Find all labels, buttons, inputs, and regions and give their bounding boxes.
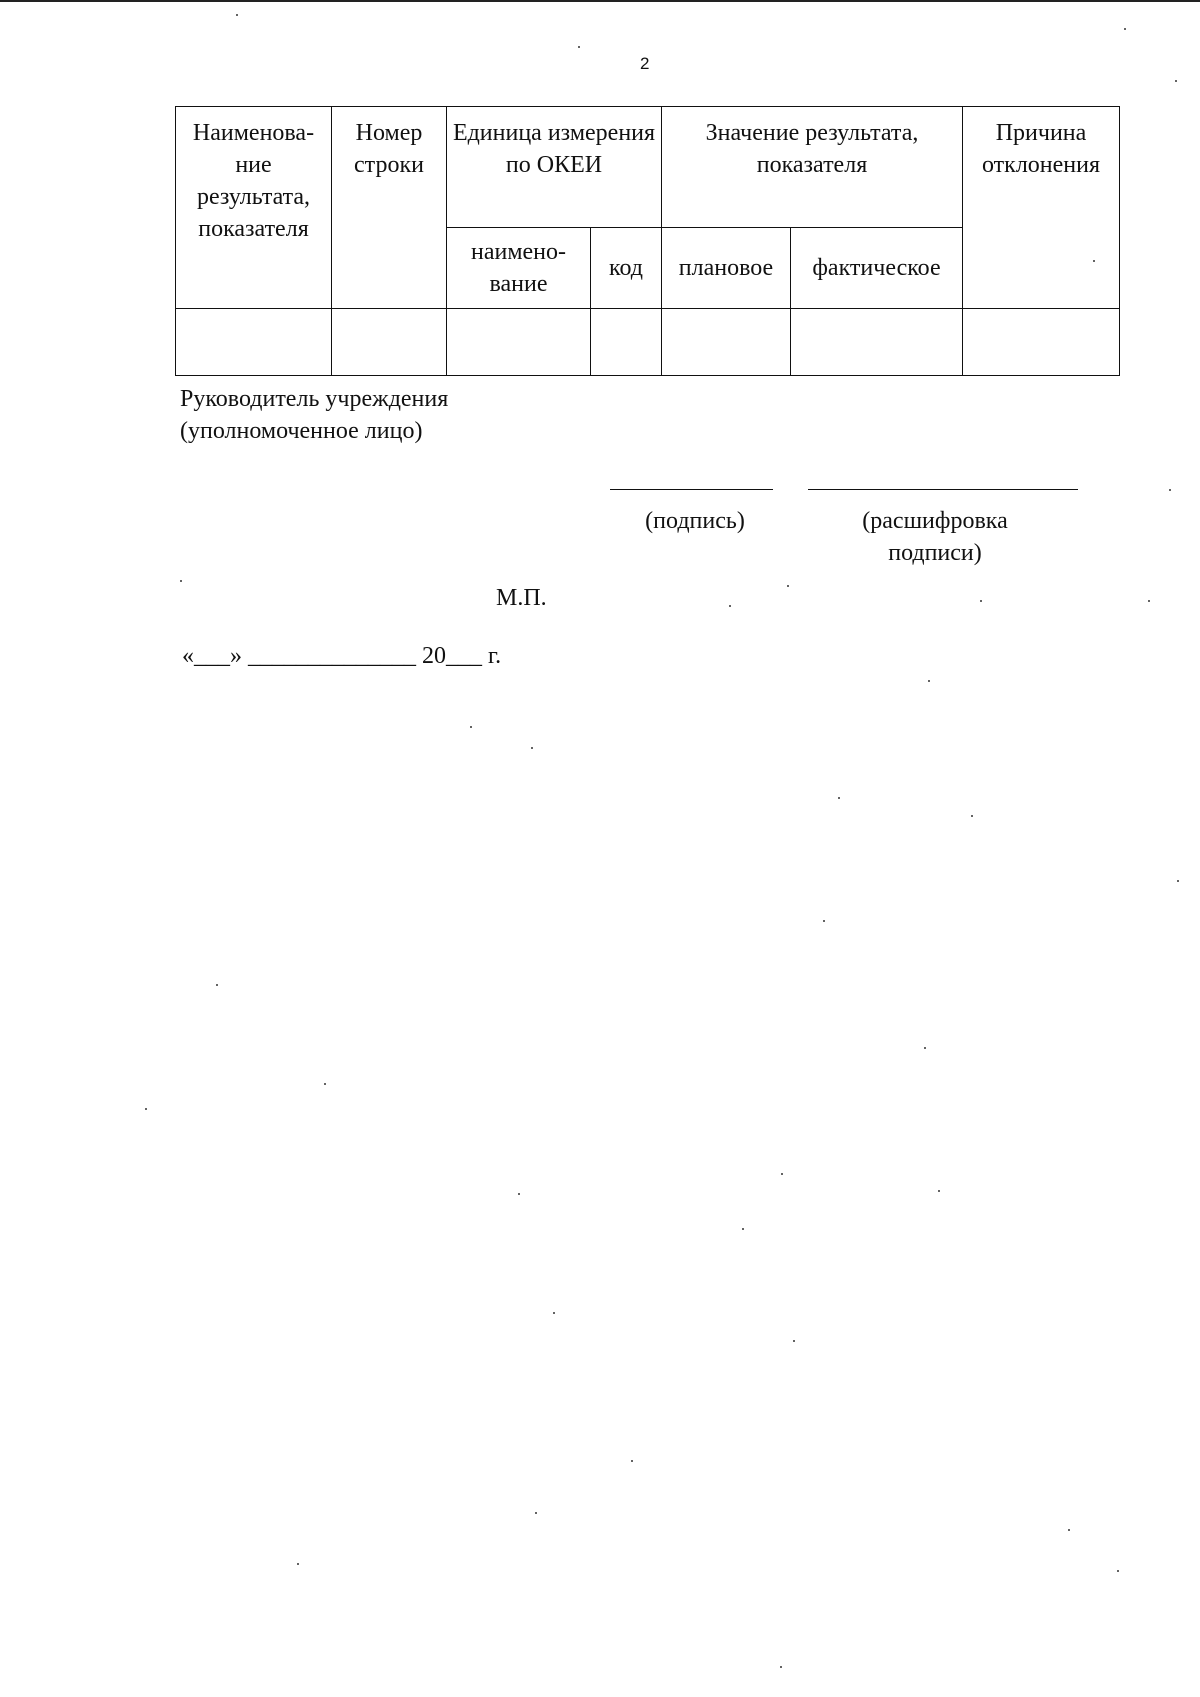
header-planned: плановое [662, 228, 791, 309]
table-cell-empty [963, 309, 1120, 376]
stamp-place: М.П. [496, 585, 547, 611]
report-table [175, 106, 1120, 376]
table-cell-empty [447, 309, 591, 376]
header-actual: фактическое [791, 228, 963, 309]
signature-line [610, 489, 773, 490]
table-cell-empty [791, 309, 963, 376]
table-cell-empty [332, 309, 447, 376]
page-number: 2 [640, 54, 650, 73]
header-unit-group: Единица измерения по ОКЕИ [447, 107, 662, 228]
signature-caption: (подпись) [645, 508, 745, 534]
table-cell-empty [176, 309, 332, 376]
signature-decode-caption: (расшифровка подписи) [862, 508, 1008, 566]
table-row [176, 309, 1120, 376]
scan-top-edge [0, 0, 1200, 2]
signature-decode-line [808, 489, 1078, 490]
table-cell-empty [591, 309, 662, 376]
header-name: Наименова-ние результата, показателя [176, 107, 332, 309]
signatory-label: Руководитель учреждения (уполномоченное лицо) [180, 386, 449, 444]
header-reason: Причина отклонения [963, 107, 1120, 309]
header-unit-name: наимено-вание [447, 228, 591, 309]
table-cell-empty [662, 309, 791, 376]
table-header-row [176, 107, 1120, 228]
header-value-group: Значение результата, показателя [662, 107, 963, 228]
header-row-number: Номер строки [332, 107, 447, 309]
date-line: «___» ______________ 20___ г. [182, 643, 502, 669]
header-unit-code: код [591, 228, 662, 309]
